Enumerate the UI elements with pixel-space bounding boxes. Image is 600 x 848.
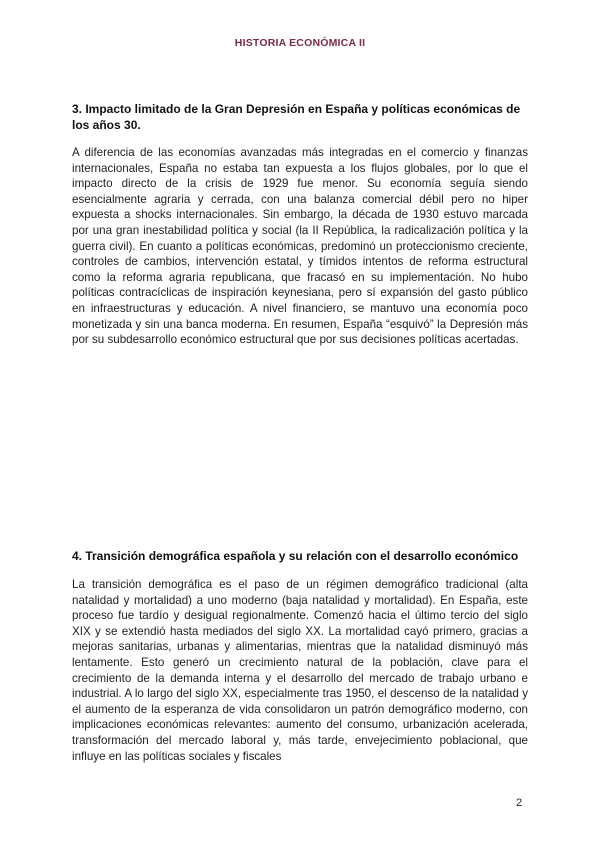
section-3-heading: 3. Impacto limitado de la Gran Depresión en España y políticas económicas de los años 30. [72, 102, 521, 132]
section-4-paragraph: La transición demográfica es el paso de un régimen demográfico tradicional (alta natalidad y mortalidad) a uno moderno (baja natalidad y mortalidad). En España, este proceso fue tardío y desigual regionalmente. Comenzó hacia el último tercio del siglo XIX y se extendió hasta mediados del siglo XX. La mortalidad cayó primero, gracias a mejoras sanitarias, urbanas y alimentarias, mientras que la natalidad disminuyó más lentamente. Esto generó un crecimiento natural de la población, clave para el crecimiento de la demanda interna y el desarrollo del mercado de trabajo urbano e industrial. A lo largo del siglo XX, especialmente tras 1950, el descenso de la natalidad y el aumento de la esperanza de vida consolidaron un patrón demográfico moderno, con implicaciones económicas relevantes: aumento del consumo, urbanización acelerada, transformación del mercado laboral y, más tarde, envejecimiento poblacional, que influye en las políticas sociales y fiscales [72, 578, 528, 763]
running-header: HISTORIA ECONÓMICA II [234, 37, 366, 49]
section-3-paragraph: A diferencia de las economías avanzadas más integradas en el comercio y finanzas internacionales, España no estaba tan expuesta a los flujos globales, por lo que el impacto directo de la crisis de 1929 fue menor. Su economía seguía siendo esencialmente agraria y cerrada, con una balanza comercial débil pero no hiper expuesta a shocks internacionales. Sin embargo, la década de 1930 estuvo marcada por una gran inestabilidad política y social (la II República, la radicalización política y la guerra civil). En cuanto a políticas económicas, predominó un proteccionismo creciente, controles de cambios, intervención estatal, y tímidos intentos de reforma estructural como la reforma agraria republicana, que fracasó en su implementación. No hubo políticas contracíclicas de inspiración keynesiana, pero sí expansión del gasto público en infraestructuras y educación. A nivel financiero, se mantuvo una economía poco monetizada y sin una banca moderna. En resumen, España “esquivó” la Depresión más por su subdesarrollo económico estructural que por sus decisiones políticas acertadas. [72, 146, 528, 347]
section-4-heading: 4. Transición demográfica española y su relación con el desarrollo económico [72, 549, 519, 563]
page-number: 2 [516, 797, 523, 809]
